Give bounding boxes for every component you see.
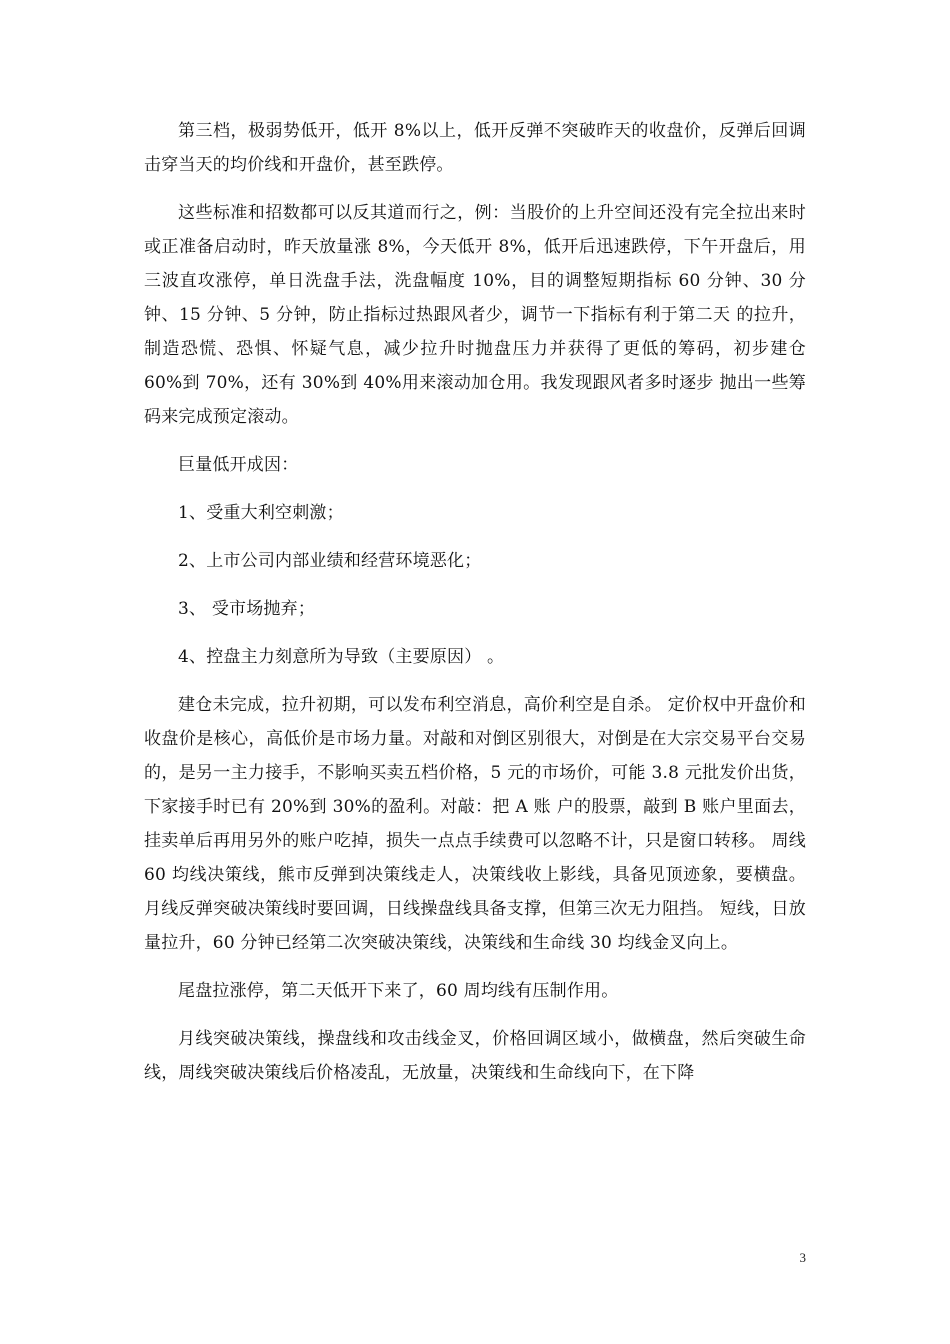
paragraph-third-tier: 第三档，极弱势低开，低开 8%以上，低开反弹不突破昨天的收盘价，反弹后回调击穿当天的均价线和开盘价，甚至跌停。 [144,121,806,175]
list-item-cause-3: 3、 受市场抛弃； [178,599,316,619]
paragraph-position-building: 建仓未完成，拉升初期，可以发布利空消息，高价利空是自杀。 定价权中开盘价和收盘价是核心，高低价是市场力量。对敲和对倒区别很大，对倒是在大宗交易平台交易的，是另一主力接手，不影响买卖五档价格，5 元的市场价，可能 3.8 元批发价出货，下家接手时已有 20%到 30%的盈利。对敲：把 A 账 户的股票，敲到 B 账户里面去，挂卖单后再用另外的账户吃掉，损失一点点手续费可以忽略不计，只是窗口转移。 周线 60 均线决策线，熊市反弹到决策线走人，决策线收上影线，具备见顶迹象，要横盘。月线反弹突破决策线时要回调，日线操盘线具备支撑，但第三次无力阻挡。 短线，日放量拉升，60 分钟已经第二次突破决策线，决策线和生命线 30 均线金叉向上。 [144,695,806,953]
body-text [144,114,806,1104]
paragraph-reverse-tactics: 这些标准和招数都可以反其道而行之，例：当股价的上升空间还没有完全拉出来时或正准备启动时，昨天放量涨 8%，今天低开 8%，低开后迅速跌停，下午开盘后，用三波直攻涨停，单日洗盘手法，洗盘幅度 10%，目的调整短期指标 60 分钟、30 分钟、15 分钟、5 分钟，防止指标过热跟风者少，调节一下指标有利于第二天 的拉升，制造恐慌、恐惧、怀疑气息，减少拉升时抛盘压力并获得了更低的筹码，初步建仓 60%到 70%，还有 30%到 40%用来滚动加仓用。我发现跟风者多时逐步 抛出一些筹码来完成预定滚动。 [144,203,807,427]
list-item-cause-4: 4、控盘主力刻意所为导致（主要原因） 。 [178,647,505,667]
page-number: 3 [799,1250,806,1265]
list-item-cause-2: 2、上市公司内部业绩和经营环境恶化； [178,551,482,571]
paragraph-causes-heading: 巨量低开成因： [178,455,299,475]
paragraph-closing-limit-up: 尾盘拉涨停，第二天低开下来了，60 周均线有压制作用。 [178,981,619,1001]
list-item-cause-1: 1、受重大利空刺激； [178,503,344,523]
paragraph-monthly-breakout: 月线突破决策线，操盘线和攻击线金叉，价格回调区域小，做横盘，然后突破生命线，周线突破决策线后价格凌乱，无放量，决策线和生命线向下，在下降 [144,1029,806,1083]
